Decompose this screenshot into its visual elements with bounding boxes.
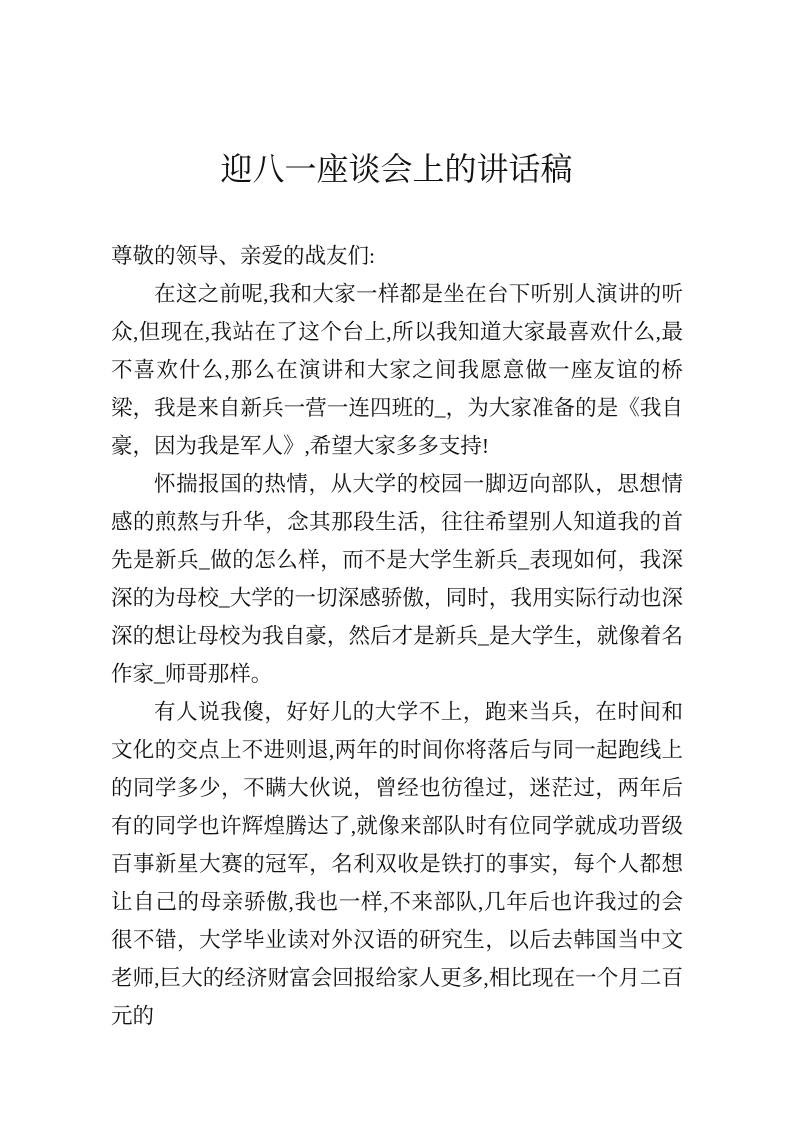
document-body bbox=[111, 237, 683, 1035]
document-title: 迎八一座谈会上的讲话稿 bbox=[220, 151, 573, 187]
paragraph: 尊敬的领导、亲爱的战友们: bbox=[111, 244, 375, 268]
paragraph: 在这之前呢,我和大家一样都是坐在台下听别人演讲的听众,但现在,我站在了这个台上,所以我知道大家最喜欢什么,最不喜欢什么,那么在演讲和大家之间我愿意做一座友谊的桥梁，我是来自新兵一营一连四班的_，为大家准备的是《我自豪，因为我是军人》,希望大家多多支持! bbox=[111, 282, 683, 458]
paragraph: 有人说我傻，好好儿的大学不上，跑来当兵，在时间和文化的交点上不进则退,两年的时间你将落后与同一起跑线上的同学多少，不瞒大伙说，曾经也彷徨过，迷茫过，两年后有的同学也许辉煌腾达了,就像来部队时有位同学就成功晋级百事新星大赛的冠军，名利双收是铁打的事实，每个人都想让自己的母亲骄傲,我也一样,不来部队,几年后也许我过的会很不错，大学毕业读对外汉语的研究生，以后去韩国当中文老师,巨大的经济财富会回报给家人更多,相比现在一个月二百元的 bbox=[111, 700, 683, 1028]
paragraph: 怀揣报国的热情，从大学的校园一脚迈向部队，思想情感的煎熬与升华，念其那段生活，往往希望别人知道我的首先是新兵_做的怎么样，而不是大学生新兵_表现如何，我深深的为母校_大学的一切深感骄傲，同时，我用实际行动也深深的想让母校为我自豪，然后才是新兵_是大学生，就像着名作家_师哥那样。 bbox=[111, 472, 683, 686]
